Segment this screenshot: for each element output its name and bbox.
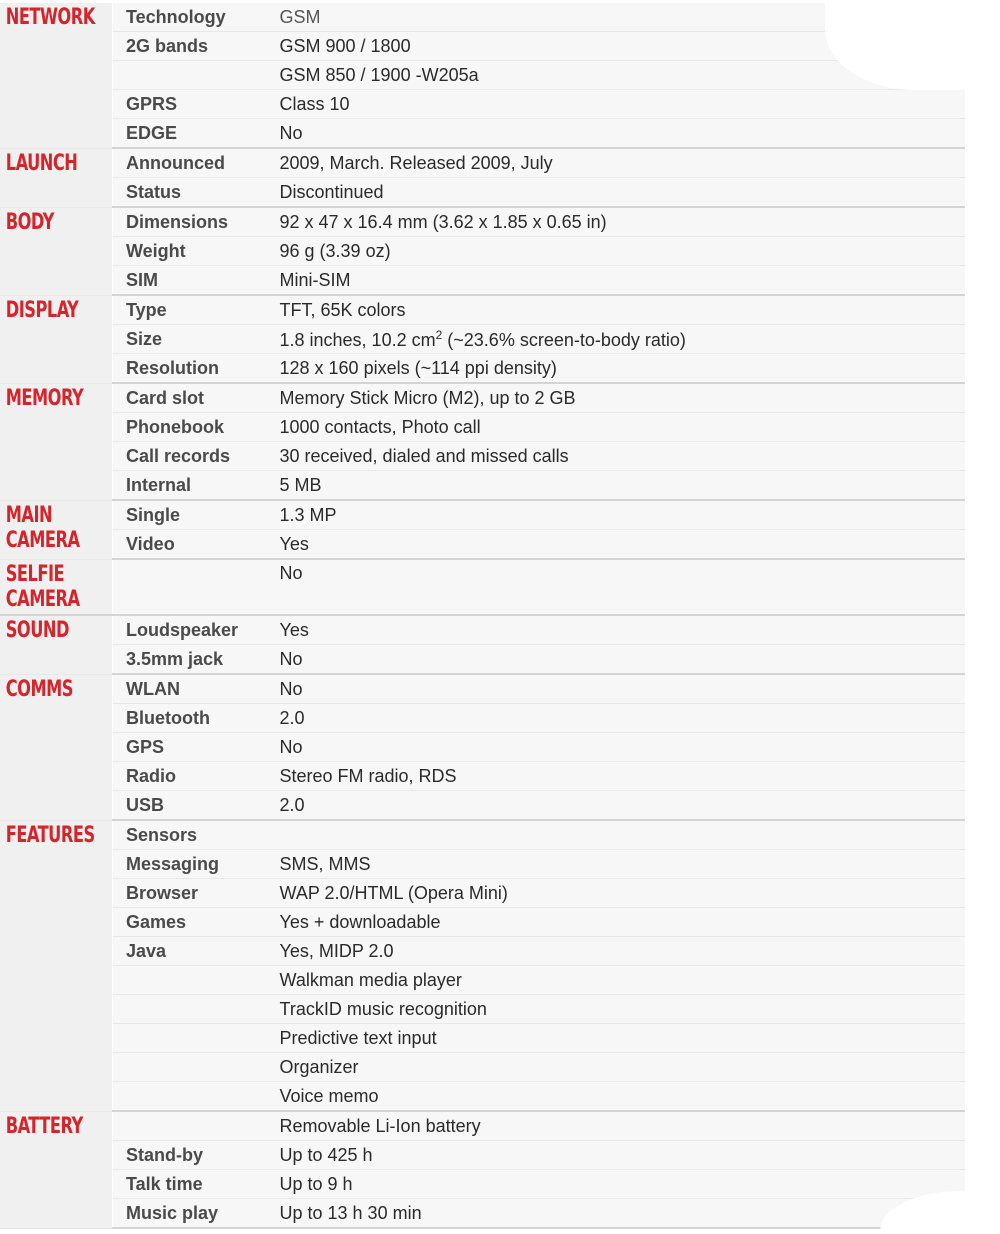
- spec-value-text: Voice memo: [280, 1086, 379, 1106]
- spec-row: [0, 1111, 965, 1141]
- spec-value-text: 2009, March. Released 2009, July: [280, 153, 553, 173]
- spec-label[interactable]: 2G bands: [113, 32, 266, 61]
- spec-value-text: Yes, MIDP 2.0: [280, 941, 394, 961]
- spec-value-text: 128 x 160 pixels (~114 ppi density): [280, 358, 557, 378]
- spec-value: [266, 119, 966, 149]
- spec-label[interactable]: Status: [113, 178, 266, 208]
- spec-label[interactable]: Resolution: [113, 354, 266, 384]
- spec-value: [266, 791, 966, 821]
- spec-value: [266, 820, 966, 850]
- spec-value: [266, 850, 966, 879]
- spec-value-text: 2.0: [280, 708, 305, 728]
- spec-label[interactable]: Browser: [113, 879, 266, 908]
- spec-row: [0, 645, 965, 675]
- spec-value: [266, 266, 966, 296]
- spec-row: [0, 500, 965, 530]
- spec-value: [266, 762, 966, 791]
- spec-value-text: Yes + downloadable: [280, 912, 441, 932]
- spec-row: [0, 937, 965, 966]
- spec-value: [266, 354, 966, 384]
- spec-value-text: 2.0: [280, 795, 305, 815]
- spec-value: [266, 1199, 966, 1229]
- spec-value-text: Up to 9 h: [280, 1174, 353, 1194]
- spec-value-text: Removable Li-Ion battery: [280, 1116, 481, 1136]
- spec-label[interactable]: Talk time: [113, 1170, 266, 1199]
- superscript: 2: [436, 328, 443, 342]
- spec-value: [266, 295, 966, 325]
- spec-value-text: TFT, 65K colors: [280, 300, 406, 320]
- spec-value: [266, 500, 966, 530]
- spec-label[interactable]: Java: [113, 937, 266, 966]
- spec-label[interactable]: Loudspeaker: [113, 615, 266, 645]
- spec-value-text: Up to 425 h: [280, 1145, 373, 1165]
- spec-label[interactable]: [113, 1111, 266, 1141]
- spec-sheet: [0, 3, 965, 1229]
- spec-value: [266, 674, 966, 704]
- category-body: [0, 207, 113, 295]
- spec-row: [0, 1199, 965, 1229]
- spec-value-text: Memory Stick Micro (M2), up to 2 GB: [280, 388, 576, 408]
- spec-table: [0, 3, 965, 1229]
- category-label: LAUNCH: [0, 149, 92, 176]
- spec-value-text: GSM 900 / 1800: [280, 36, 411, 56]
- category-label: NETWORK: [0, 3, 92, 30]
- spec-label[interactable]: Bluetooth: [113, 704, 266, 733]
- spec-label[interactable]: Technology: [113, 3, 266, 32]
- spec-row: [0, 850, 965, 879]
- category-label: SELFIE CAMERA: [0, 560, 92, 612]
- category-battery: [0, 1111, 113, 1228]
- spec-row: [0, 995, 965, 1024]
- spec-row: [0, 615, 965, 645]
- spec-row: [0, 148, 965, 178]
- category-main-camera: [0, 500, 113, 559]
- spec-label[interactable]: USB: [113, 791, 266, 821]
- spec-row: [0, 674, 965, 704]
- spec-label[interactable]: GPS: [113, 733, 266, 762]
- spec-value: [266, 1024, 966, 1053]
- spec-row: [0, 354, 965, 384]
- spec-label[interactable]: Music play: [113, 1199, 266, 1229]
- spec-label[interactable]: Dimensions: [113, 207, 266, 237]
- spec-label[interactable]: Radio: [113, 762, 266, 791]
- spec-label[interactable]: [113, 559, 266, 615]
- spec-value: [266, 1141, 966, 1170]
- spec-label[interactable]: Announced: [113, 148, 266, 178]
- spec-label[interactable]: [113, 966, 266, 995]
- category-features: [0, 820, 113, 1111]
- spec-value: [266, 237, 966, 266]
- spec-label[interactable]: Phonebook: [113, 413, 266, 442]
- spec-row: [0, 325, 965, 354]
- spec-value-text: Yes: [280, 534, 309, 554]
- category-display: [0, 295, 113, 383]
- category-selfie-camera: [0, 559, 113, 615]
- spec-row: [0, 1170, 965, 1199]
- spec-label[interactable]: WLAN: [113, 674, 266, 704]
- spec-label[interactable]: [113, 995, 266, 1024]
- spec-row: [0, 237, 965, 266]
- spec-value: [266, 383, 966, 413]
- spec-row: [0, 119, 965, 149]
- spec-value: [266, 413, 966, 442]
- spec-row: [0, 178, 965, 208]
- spec-value: [266, 178, 966, 208]
- category-label: BATTERY: [0, 1112, 92, 1139]
- spec-value: [266, 1053, 966, 1082]
- category-label: SOUND: [0, 616, 92, 643]
- spec-value-text: Mini-SIM: [280, 270, 351, 290]
- spec-value: [266, 995, 966, 1024]
- spec-value-text: 30 received, dialed and missed calls: [280, 446, 569, 466]
- spec-value: [266, 148, 966, 178]
- spec-row: [0, 733, 965, 762]
- spec-value-text: SMS, MMS: [280, 854, 371, 874]
- spec-label[interactable]: Weight: [113, 237, 266, 266]
- spec-value-text: No: [280, 737, 303, 757]
- spec-row: [0, 1082, 965, 1112]
- spec-value: [266, 615, 966, 645]
- spec-row: [0, 791, 965, 821]
- spec-row: [0, 295, 965, 325]
- spec-value-text: GSM: [280, 7, 321, 27]
- category-comms: [0, 674, 113, 820]
- spec-value: [266, 704, 966, 733]
- spec-value-text: Organizer: [280, 1057, 359, 1077]
- category-label: MEMORY: [0, 384, 92, 411]
- spec-row: [0, 879, 965, 908]
- category-label: COMMS: [0, 675, 92, 702]
- spec-row: [0, 32, 965, 61]
- spec-value-text: Stereo FM radio, RDS: [280, 766, 457, 786]
- spec-label[interactable]: Stand-by: [113, 1141, 266, 1170]
- spec-label[interactable]: [113, 61, 266, 90]
- spec-row: [0, 61, 965, 90]
- spec-row: [0, 3, 965, 32]
- spec-value-text: No: [280, 649, 303, 669]
- spec-value-text: Walkman media player: [280, 970, 462, 990]
- spec-label[interactable]: GPRS: [113, 90, 266, 119]
- spec-row: [0, 762, 965, 791]
- spec-value: [266, 645, 966, 675]
- spec-label[interactable]: [113, 1053, 266, 1082]
- spec-row: [0, 383, 965, 413]
- spec-row: [0, 530, 965, 560]
- spec-label[interactable]: [113, 1024, 266, 1053]
- spec-label[interactable]: Card slot: [113, 383, 266, 413]
- spec-value: [266, 325, 966, 354]
- spec-value: [266, 442, 966, 471]
- spec-row: [0, 1141, 965, 1170]
- spec-label[interactable]: Messaging: [113, 850, 266, 879]
- spec-row: [0, 704, 965, 733]
- spec-row: [0, 442, 965, 471]
- spec-label[interactable]: Single: [113, 500, 266, 530]
- spec-value: [266, 1111, 966, 1141]
- spec-value: [266, 90, 966, 119]
- spec-value-suffix: (~23.6% screen-to-body ratio): [442, 330, 686, 350]
- category-label: DISPLAY: [0, 296, 92, 323]
- spec-row: [0, 90, 965, 119]
- spec-value: [266, 733, 966, 762]
- spec-value-text: Class 10: [280, 94, 350, 114]
- spec-value-text: 1.3 MP: [280, 505, 337, 525]
- spec-label[interactable]: [113, 1082, 266, 1112]
- spec-label[interactable]: Call records: [113, 442, 266, 471]
- spec-value-text: 5 MB: [280, 475, 322, 495]
- spec-row: [0, 559, 965, 615]
- spec-row: [0, 1024, 965, 1053]
- spec-row: [0, 966, 965, 995]
- spec-row: [0, 1053, 965, 1082]
- category-memory: [0, 383, 113, 500]
- spec-value-text: 96 g (3.39 oz): [280, 241, 391, 261]
- category-label: BODY: [0, 208, 92, 235]
- category-network: [0, 3, 113, 148]
- spec-value: [266, 908, 966, 937]
- category-launch: [0, 148, 113, 207]
- spec-value: [266, 471, 966, 501]
- spec-value-text: No: [280, 563, 303, 583]
- spec-value-text: TrackID music recognition: [280, 999, 487, 1019]
- spec-label[interactable]: Games: [113, 908, 266, 937]
- spec-row: [0, 471, 965, 501]
- spec-value-text: Discontinued: [280, 182, 384, 202]
- spec-value-text: Predictive text input: [280, 1028, 437, 1048]
- spec-value-text: 92 x 47 x 16.4 mm (3.62 x 1.85 x 0.65 in): [280, 212, 607, 232]
- spec-value: [266, 966, 966, 995]
- spec-label[interactable]: Sensors: [113, 820, 266, 850]
- spec-row: [0, 908, 965, 937]
- spec-label[interactable]: Internal: [113, 471, 266, 501]
- spec-value: [266, 559, 966, 615]
- category-sound: [0, 615, 113, 674]
- spec-label[interactable]: Type: [113, 295, 266, 325]
- category-label: MAIN CAMERA: [0, 501, 92, 553]
- spec-row: [0, 820, 965, 850]
- spec-value-text: No: [280, 679, 303, 699]
- spec-value: [266, 530, 966, 560]
- spec-value-text: No: [280, 123, 303, 143]
- category-label: FEATURES: [0, 821, 92, 848]
- spec-value-text: 1.8 inches, 10.2 cm: [280, 330, 436, 350]
- spec-value: [266, 937, 966, 966]
- spec-label[interactable]: SIM: [113, 266, 266, 296]
- spec-value-text: Up to 13 h 30 min: [280, 1203, 422, 1223]
- spec-label[interactable]: Size: [113, 325, 266, 354]
- spec-value-text: GSM 850 / 1900 -W205a: [280, 65, 479, 85]
- spec-value: [266, 879, 966, 908]
- spec-label[interactable]: EDGE: [113, 119, 266, 149]
- spec-value: [266, 1082, 966, 1112]
- spec-label[interactable]: 3.5mm jack: [113, 645, 266, 675]
- spec-value-text: WAP 2.0/HTML (Opera Mini): [280, 883, 508, 903]
- spec-label[interactable]: Video: [113, 530, 266, 560]
- spec-row: [0, 207, 965, 237]
- spec-value: [266, 1170, 966, 1199]
- spec-row: [0, 413, 965, 442]
- spec-value: [266, 207, 966, 237]
- spec-value-text: 1000 contacts, Photo call: [280, 417, 481, 437]
- spec-value-text: Yes: [280, 620, 309, 640]
- spec-row: [0, 266, 965, 296]
